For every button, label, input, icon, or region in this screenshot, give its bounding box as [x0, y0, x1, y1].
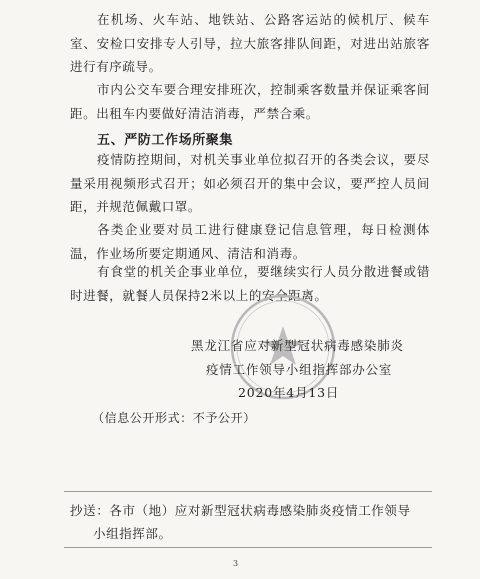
signature-org-line1: 黑龙江省应对新型冠状病毒感染肺炎: [191, 338, 404, 353]
signature-date: 2020年4月13日: [238, 385, 340, 400]
paragraph-canteens: 有食堂的机关企事业单位，要继续实行人员分散进餐或错时进餐，就餐人员保持2米以上的安全距离。: [70, 264, 430, 303]
cc-top-rule: [64, 491, 432, 492]
signature-org-line2: 疫情工作领导小组指挥部办公室: [206, 362, 393, 377]
page-number: 3: [233, 559, 239, 568]
cc-line-continued: 小组指挥部。: [93, 526, 172, 541]
section-heading: 五、严防工作场所聚集: [97, 133, 234, 148]
disclosure-note: （信息公开形式：不予公开）: [92, 411, 256, 425]
paragraph-bus-taxi: 市内公交车要合理安排班次，控制乘客数量并保证乘客间距。出租车内要做好清洁消毒，严禁合乘。: [70, 82, 430, 121]
cc-line: 抄送：各市（地）应对新型冠状病毒感染肺炎疫情工作领导: [70, 503, 411, 518]
cc-bottom-rule: [64, 547, 432, 548]
paragraph-transport-stations: 在机场、火车站、地铁站、公路客运站的候机厅、候车室、安检口安排专人引导，拉大旅客排队间距，对进出站旅客进行有序疏导。: [70, 12, 430, 74]
paragraph-enterprises: 各类企业要对员工进行健康登记信息管理，每日检测体温，作业场所要定期通风、清洁和消毒。: [70, 222, 430, 261]
paragraph-meetings: 疫情防控期间，对机关事业单位拟召开的各类会议，要尽量采用视频形式召开；如必须召开的集中会议，要严控人员间距，并规范佩戴口罩。: [70, 152, 430, 214]
